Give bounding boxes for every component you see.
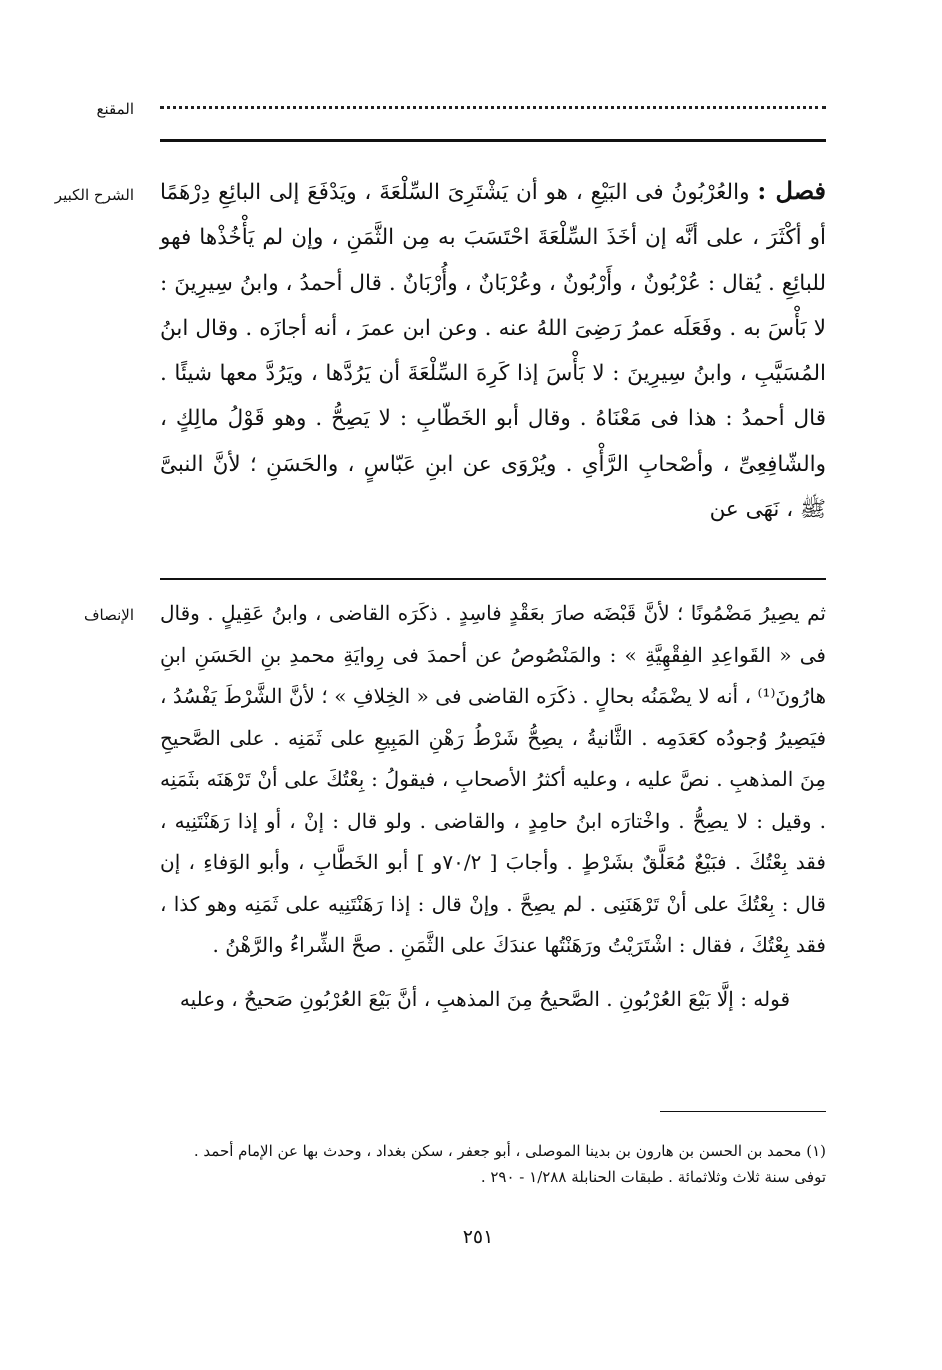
footnote-line-2: توفى سنة ثلاث وثلاثمائة . طبقات الحنابلة ١/٢٨٨ - ٢٩٠ . bbox=[480, 1168, 826, 1186]
side-label-sharh: الشرح الكبير bbox=[54, 186, 134, 204]
header-rule bbox=[160, 139, 826, 142]
section-lead-word: فصل : bbox=[757, 176, 826, 205]
side-label-insaf: الإنصاف bbox=[83, 606, 134, 624]
sharh-text: والعُرْبُونُ فى البَيْعِ ، هو أن يَشْتَرِىَ السِّلْعَةَ ، ويَدْفَعَ إلى البائِعِ دِرْهَمًا أو أكْثَرَ ، على أنَّه إن أخَذَ السِّلْعَةَ احْتَسَبَ به مِن الثَّمَنِ ، وإن لم يَأْخُذْها فهو للبائِعِ . يُقال : عُرْبُونٌ ، وأَرْبُونٌ ، وعُرْبَانٌ ، وأُرْبَانٌ . قال أحمدُ ، وابنُ سِيرِينَ : لا بَأْسَ به . وفَعَلَه عمرُ رَضِىَ اللهُ عنه . وعن ابن عمرَ ، أنه أجازَه . وقال ابنُ المُسَيَّبِ ، وابنُ سِيرِينَ : لا بَأْسَ إذا كَرِهَ السِّلْعَةَ أن يَرُدَّها ، ويَرُدَّ معها شيئًا . قال أحمدُ : هذا فى مَعْنَاهُ . وقال أبو الخَطّابِ : لا يَصِحُّ . وهو قَوْلُ مالِكٍ ، والشّافِعِىِّ ، وأصْحابِ الرَّأْىِ . ويُرْوَى عن ابنِ عَبّاسٍ ، والحَسَنِ ؛ لأنَّ النبىَّ ﷺ ، نَهَى عن bbox=[160, 180, 826, 523]
insaf-qawluh-paragraph: قوله : إلَّا بَيْعَ العُرْبُونِ . الصَّحيحُ مِنَ المذهبِ ، أنَّ بَيْعَ العُرْبُونِ صَحيحٌ ، وعليه bbox=[179, 986, 790, 1011]
sharh-paragraph bbox=[160, 168, 826, 532]
footnote-line-1: (١) محمد بن الحسن بن هارون بن بدينا الموصلى ، أبو جعفر ، سكن بغداد ، وحدث بها عن الإمام أحمد . bbox=[193, 1142, 826, 1160]
insaf-paragraph: ثم يصِيرُ مَضْمُونًا ؛ لأنَّ قَبْضَه صارَ بعَقْدٍ فاسِدٍ . ذكَرَه القاضى ، وابنُ عَقِيلٍ . وقال فى « القَواعِدِ الفِقْهِيَّةِ » : والمَنْصُوصُ عن أحمدَ فى رِوايَةِ محمدِ بنِ الحَسَنِ ابنِ هارُونَ⁽¹⁾ ، أنه لا يضْمَنُه بحالٍ . ذكَرَه القاضى فى « الخِلافِ » ؛ لأنَّ الشَّرْطَ يَفْسُدُ ، فيَصِيرُ وُجودُه كعَدَمِه . الثَّانيةُ ، يصِحُّ شَرْطُ رَهْنِ المَبِيعِ على ثَمَنِه . على الصَّحيحِ مِنَ المذهبِ . نصَّ عليه ، وعليه أكثرُ الأصحابِ ، فيقولُ : بِعْتُكَ على أنْ تَرْهَنَه بثَمَنِه . وقيل : لا يصِحُّ . واخْتارَه ابنُ حامِدٍ ، والقاضى . ولو قال : إنْ ، أو إذا رَهَنْتَنِيه ، فقد بِعْتُكَ . فبَيْعٌ مُعَلَّقٌ بشَرْطٍ . وأجابَ [ ٧٠/٢و ] أبو الخَطَّابِ ، وأبو الوَفاءِ ، إن قال : بِعْتُكَ على أنْ تَرْهَنَنِى . لم يصِحَّ . وإنْ قال : إذا رَهَنْتَنِيه على ثَمَنِه وهو كذا ، فقد بِعْتُكَ ، فقال : اشْتَرَيْتُ ورَهَنْتُها عندَكَ على الثَّمَنِ . صحَّ الشِّراءُ والرَّهْنُ . bbox=[160, 601, 826, 957]
header-dotted-leader bbox=[160, 106, 826, 117]
insaf-commentary-section bbox=[160, 593, 826, 1020]
footnote-rule bbox=[660, 1111, 826, 1112]
footnote bbox=[160, 1138, 826, 1190]
sharh-commentary-section bbox=[160, 168, 826, 532]
section-divider bbox=[160, 578, 826, 580]
page-number: ٢٥١ bbox=[462, 1226, 494, 1248]
running-header-title: المقنع bbox=[96, 100, 134, 118]
